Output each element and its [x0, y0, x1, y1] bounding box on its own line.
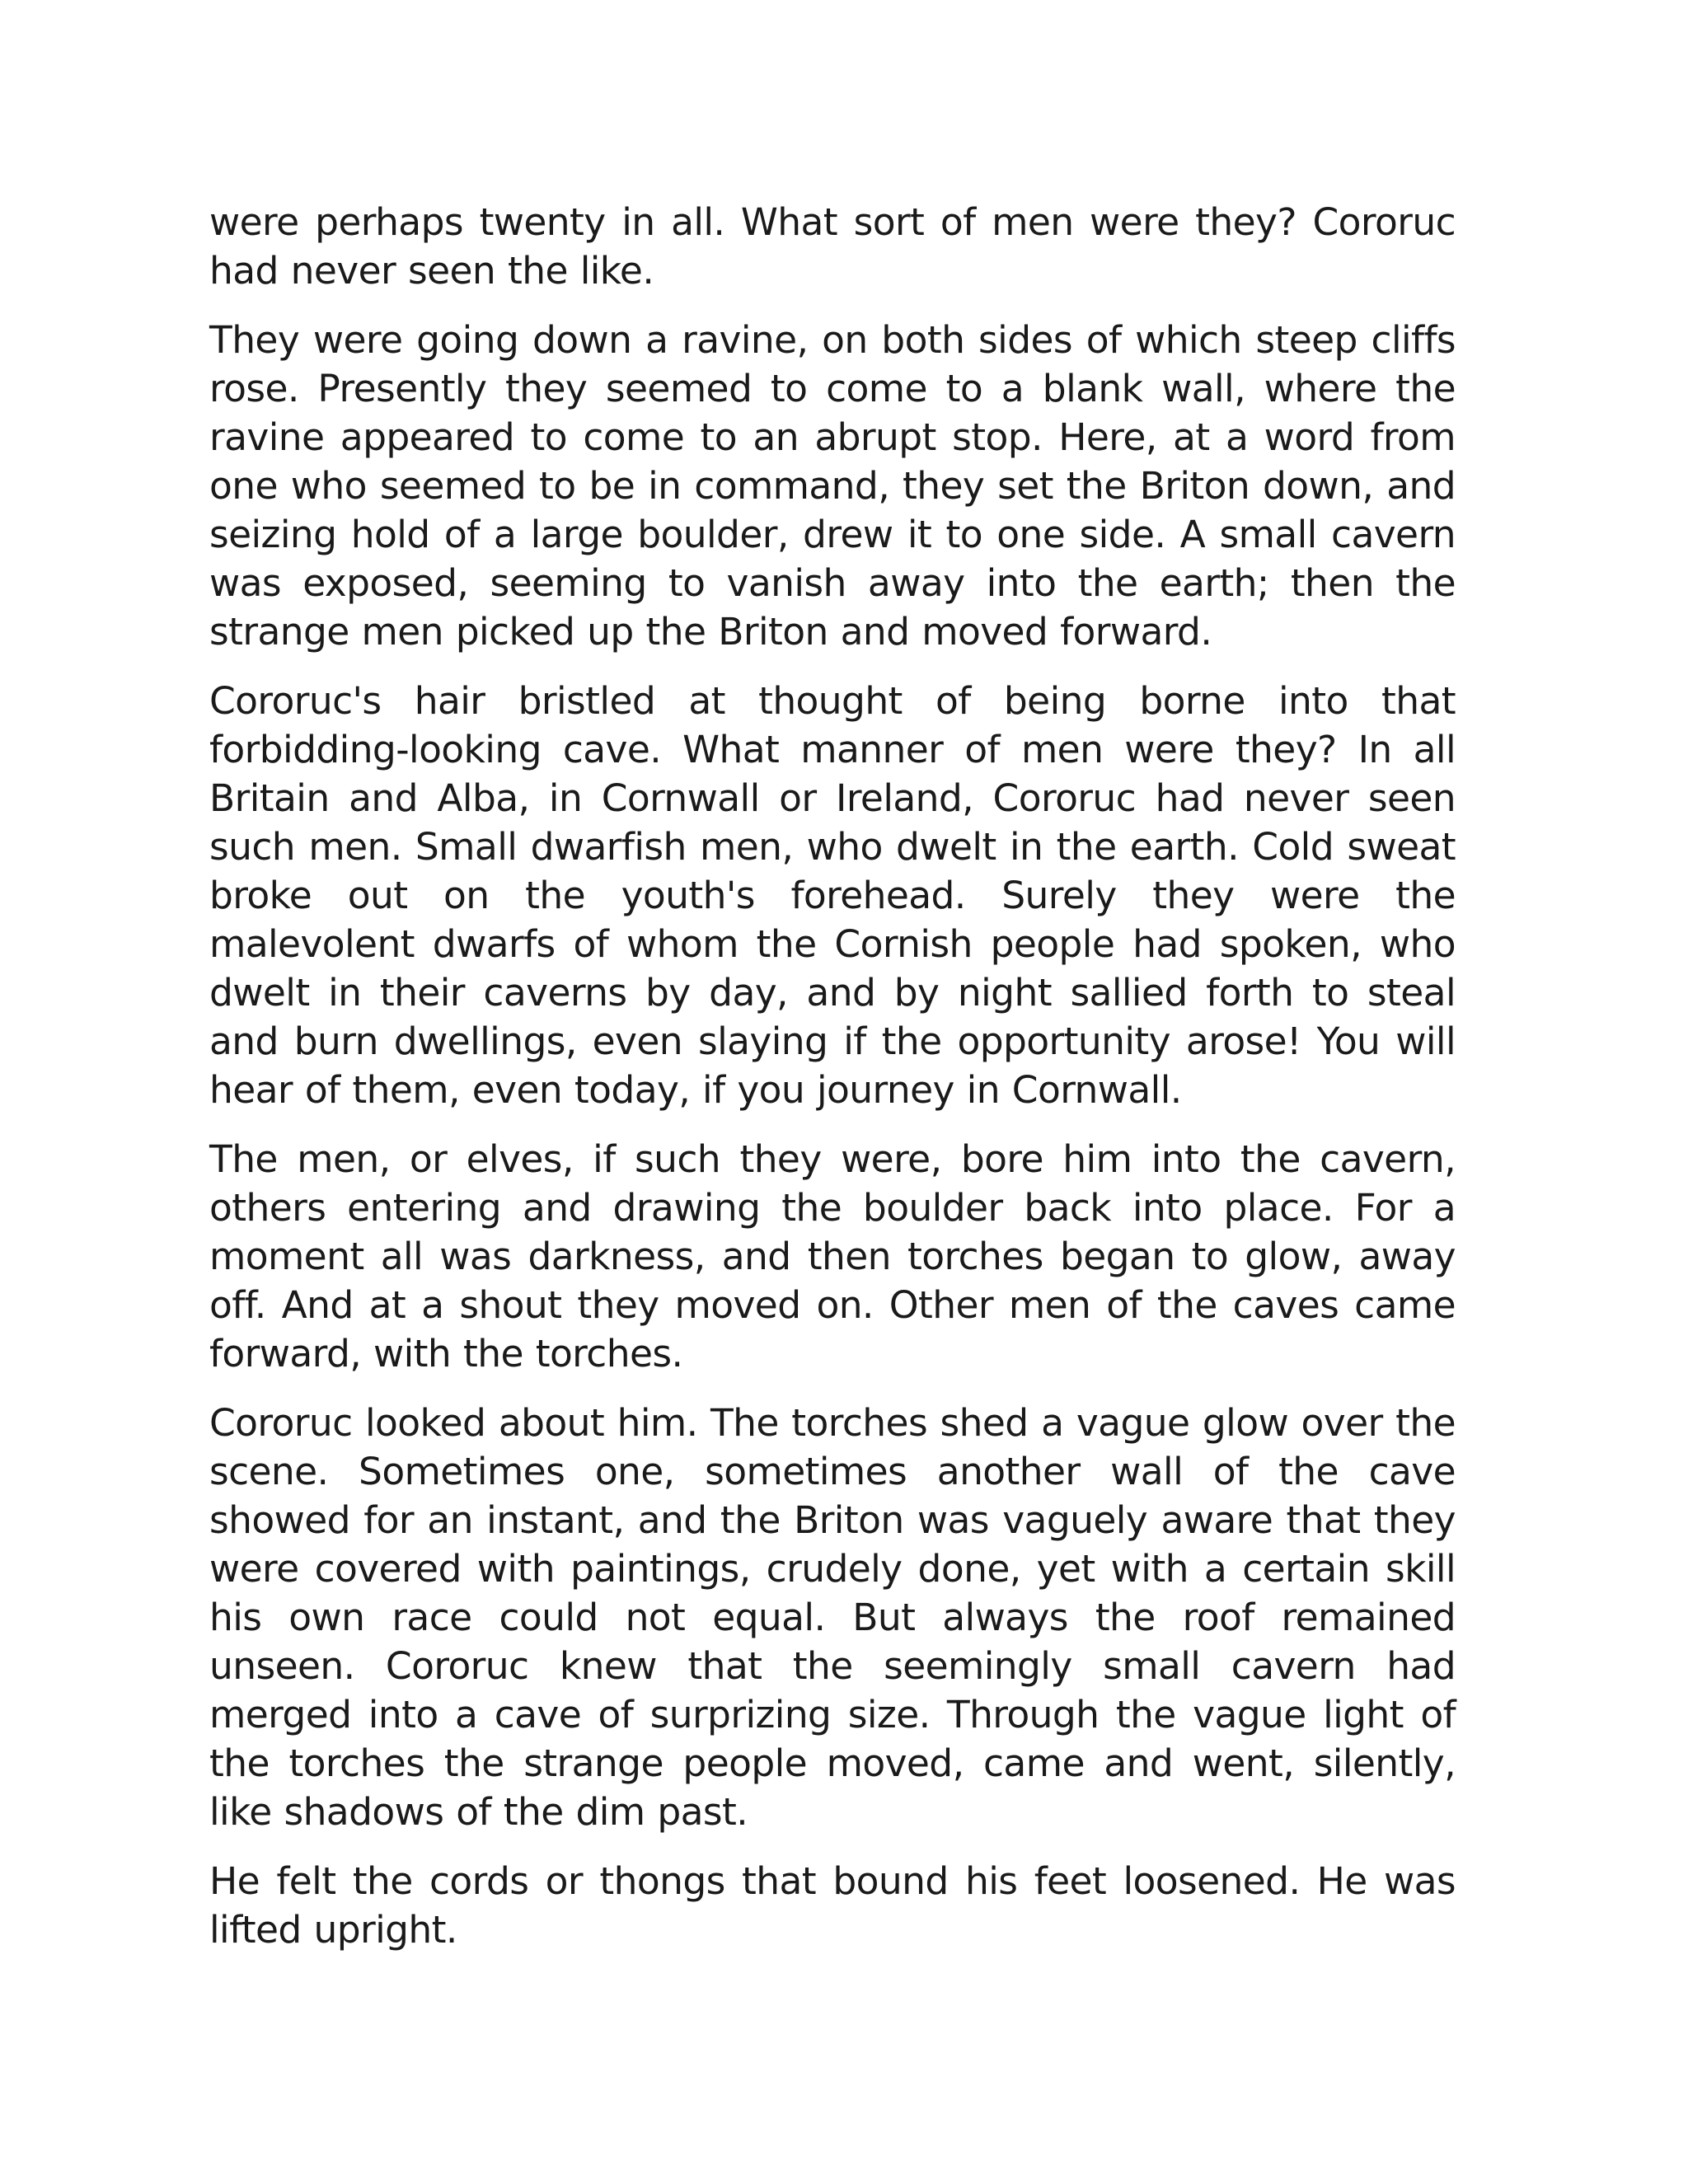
paragraph-2: They were going down a ravine, on both sides of which steep cliffs rose. Presently they seemed to come to a blank wall, where the ravine appeared to come to an abrupt stop. Here, at a word from one who seemed to be in command, they set the Briton down, and seizing hold of a large boulder, drew it to one side. A small cavern was exposed, seeming to vanish away into the earth; then the strange men picked up the Briton and moved forward. [209, 318, 1456, 654]
paragraph-3: Cororuc's hair bristled at thought of being borne into that forbidding-looking cave. What manner of men were they? In all Britain and Alba, in Cornwall or Ireland, Cororuc had never seen such men. Small dwarfish men, who dwelt in the earth. Cold sweat broke out on the youth's forehead. Surely they were the malevolent dwarfs of whom the Cornish people had spoken, who dwelt in their caverns by day, and by night sallied forth to steal and burn dwellings, even slaying if the opportunity arose! You will hear of them, even today, if you journey in Cornwall. [209, 679, 1456, 1112]
paragraph-5: Cororuc looked about him. The torches shed a vague glow over the scene. Sometimes one, sometimes another wall of the cave showed for an instant, and the Briton was vaguely aware that they were covered with paintings, crudely done, yet with a certain skill his own race could not equal. But always the roof remained unseen. Cororuc knew that the seemingly small cavern had merged into a cave of surprizing size. Through the vague light of the torches the strange people moved, came and went, silently, like shadows of the dim past. [209, 1401, 1456, 1834]
paragraph-1: were perhaps twenty in all. What sort of men were they? Cororuc had never seen the like. [209, 200, 1456, 293]
paragraph-6: He felt the cords or thongs that bound his feet loosened. He was lifted upright. [209, 1859, 1456, 1952]
page-body [209, 198, 1456, 1975]
paragraph-4: The men, or elves, if such they were, bore him into the cavern, others entering and drawing the boulder back into place. For a moment all was darkness, and then torches began to glow, away off. And at a shout they moved on. Other men of the caves came forward, with the torches. [209, 1137, 1456, 1376]
